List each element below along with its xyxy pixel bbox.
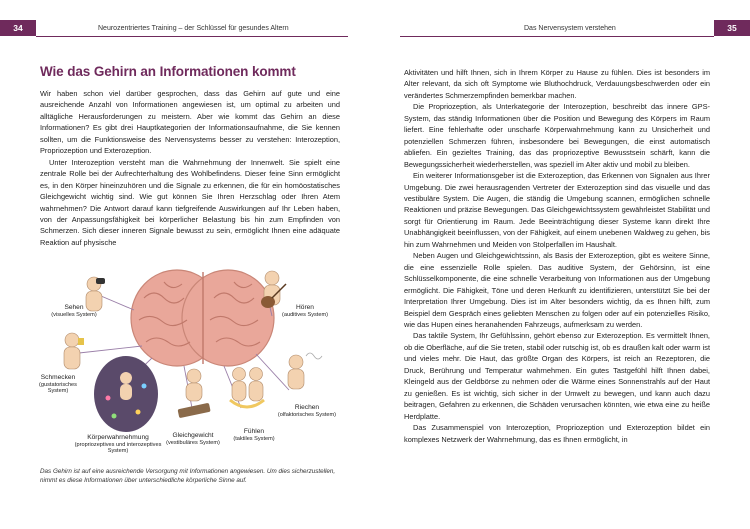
right-paragraph: Aktivitäten und hilft Ihnen, sich in Ihrem Körper zu Hause zu fühlen. Dies ist besonders im Alter relevant, da sich oft Symptome wie Bluthochdruck, Verdauungsbeschwerden oder ein verändertes Schmerzempfinden bemerkbar machen. xyxy=(404,68,710,100)
right-body-text xyxy=(404,67,710,445)
right-paragraph: Die Propriozeption, als Unterkategorie der Interozeption, beschreibt das innere GPS-System, das ständig Informationen über die Position und Bewegung des Körpers im Raum liefert. Eine fehlerhafte oder unscharfe Körperwahrnehmung kann zu Unsicherheit und potenziellen Schmerzen führen, insbesondere bei Bewegungen, die einst automatisch abliefen. Ein gezieltes Training, das das propriozeptive Bewusstsein schärft, kann die Bewegungssicherheit wiederherstellen, was speziell im Alter aktiv und mobil zu bleiben. xyxy=(404,102,710,169)
hearing-figure-icon xyxy=(261,271,286,308)
right-paragraph: Das Zusammenspiel von Interozeption, Propriozeption und Exterozeption bildet ein komplexes Netzwerk der Wahrnehmung, das es Ihnen ermöglicht, in xyxy=(404,423,710,444)
left-header-rule xyxy=(36,36,348,37)
label-balance: Gleichgewicht (vestibuläres System) xyxy=(166,432,220,446)
left-body-text xyxy=(40,88,340,248)
body-awareness-icon xyxy=(94,356,158,432)
right-header-rule xyxy=(400,36,714,37)
right-paragraph: Das taktile System, Ihr Gefühlssinn, gehört ebenso zur Exterozeption. Es vermittelt Ihnen, ob die Oberfläche, auf die Sie treten, stabil oder rutschig ist, ob es draußen kalt oder warm ist und vieles mehr. Die Haut, das größte Organ des Körpers, ist reich an Rezeptoren, die Druck, Berührung und Temperatur wahrnehmen. Ein gutes Tastgefühl hilft Ihnen dabei, Kleingeld aus der Geldbörse zu nehmen oder die Wärme eines Sonnenstrahls auf der Haut zu genießen. Es ist wichtig, sich sicher in der Umwelt zu bewegen, und kann auch dazu beitragen, Gefahren zu erkennen, die Schäden verursachen könnten, wie etwa eine zu heiße Herdplatte. xyxy=(404,331,710,421)
right-paragraph: Neben Augen und Gleichgewichtssinn, als Basis der Exterozeption, gibt es weitere Sinne, die eine essenzielle Rolle spielen. Das auditive System, der Gehörsinn, ist eine Schlüsselkomponente, die eine schnelle Verarbeitung von Informationen aus der Umgebung ermöglicht. Die Fähigkeit, Töne und deren Herkunft zu identifizieren, unterstützt Sie bei der Interpretation Ihrer Umgebung. Dies ist im Alter besonders wichtig, da es Ihnen hilft, zum Beispiel dem Gespräch eines geliebten Menschen zu folgen oder auf ein potenzielles Risiko, wie das Hupen eines heranahenden Fahrzeugs, aufmerksam zu werden. xyxy=(404,251,710,329)
section-heading: Wie das Gehirn an Informationen kommt xyxy=(40,64,296,79)
touch-figure-icon xyxy=(230,368,264,408)
right-paragraph: Ein weiterer Informationsgeber ist die Exterozeption, das Erkennen von Signalen aus Ihrer Umgebung. Die zwei herausragenden Vertreter der Exterozeption sind das visuelle und das vestibuläre System. Die Augen, die ständig die Umgebung scannen, ermöglichen schnelle Reaktionen und präzise Bewegungen. Das Gleichgewichtssystem gewährleistet Stabilität und sorgt für Orientierung im Raum. Jede Beeinträchtigung dieser Systeme kann direkt Ihre Unabhängigkeit beeinflussen, von der Fähigkeit, auf einem unebenen Waldweg zu gehen, bis hin zum Wahrnehmen und Meiden von Stolperfallen im Haushalt. xyxy=(404,171,710,249)
left-paragraph: Wir haben schon viel darüber gesprochen, dass das Gehirn auf gute und eine ausreichende Anzahl von Informationen angewiesen ist, um optimal zu arbeiten und alltägliche Herausforderungen zu meistern. Aber wie kommt das Gehirn an diese Informationen? Es gibt drei Hauptkategorien der Informationsaufnahme, die Sie kennen sollten, um die Funktionsweise des Nervensystems besser zu verstehen: Interozeption, Propriozeption und Exterozeption. xyxy=(40,89,340,156)
label-body-awareness: Körperwahrnehmung (propriozeptives und interozeptives System) xyxy=(74,434,162,455)
label-touch: Fühlen (taktiles System) xyxy=(233,428,275,442)
balance-figure-icon xyxy=(178,369,211,418)
label-tasting: Schmecken (gustatorisches System) xyxy=(39,374,77,395)
label-smelling: Riechen (olfaktorisches System) xyxy=(277,404,337,418)
brain-icon xyxy=(131,270,274,366)
label-hearing: Hören (auditives System) xyxy=(281,304,328,318)
left-paragraph: Unter Interozeption versteht man die Wahrnehmung der Innenwelt. Sie spielt eine zentrale Rolle bei der Aufrechterhaltung des Wohlbefindens. Dieser feine Sinn ermöglicht es, in den Körper hineinzuhören und die Signale zu erkennen, die für ein homöostatisches Gleichgewicht wichtig sind. Wie gut können Sie Ihren Herzschlag oder Ihren Atem wahrnehmen? Die Antwort darauf kann tiefgreifende Auswirkungen auf Ihr Leben haben, von der Anpassungsfähigkeit bei körperlicher Belastung bis hin zum Empfinden von Schmerzen. Sich dieser inneren Signale bewusst zu sein, ermöglicht Ihnen eine adäquate Reaktion auf physische xyxy=(40,157,340,247)
senses-illustration xyxy=(34,258,354,466)
tasting-figure-icon xyxy=(64,333,84,369)
figure-caption: Das Gehirn ist auf eine ausreichende Versorgung mit Informationen angewiesen. Um dies sicherzustellen, nimmt es diese Informationen über unterschiedliche körperliche Sinne auf. xyxy=(40,468,336,484)
left-running-title: Neurozentriertes Training – der Schlüssel für gesundes Altern xyxy=(98,25,289,32)
label-seeing: Sehen (visuelles System) xyxy=(51,304,97,318)
left-page-number: 34 xyxy=(0,20,36,36)
smelling-figure-icon xyxy=(288,353,322,389)
right-page-number: 35 xyxy=(714,20,750,36)
right-running-title: Das Nervensystem verstehen xyxy=(524,25,616,32)
